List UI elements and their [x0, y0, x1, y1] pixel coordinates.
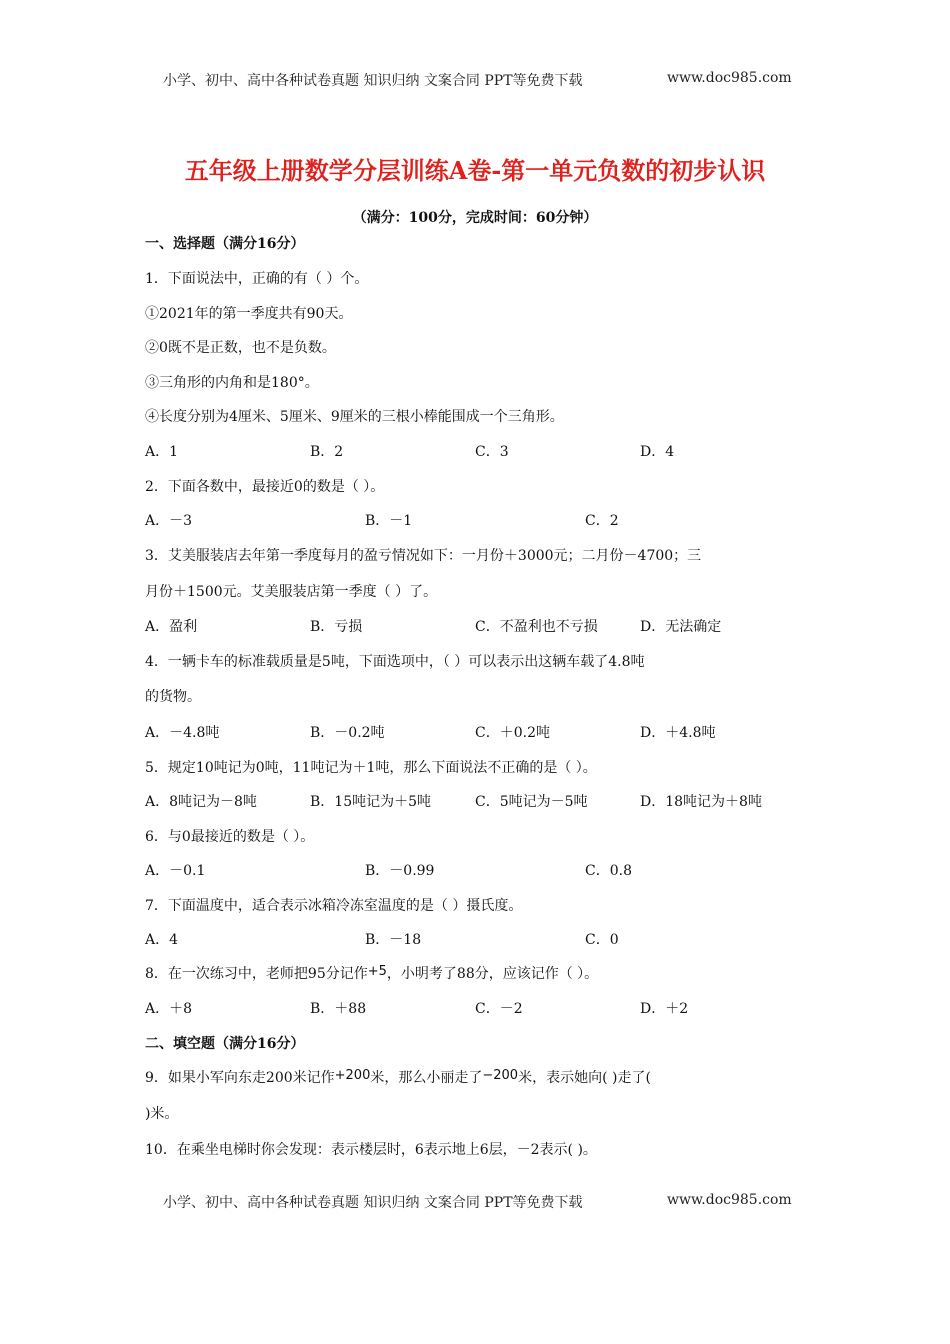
q6-stem: 6．与0最接近的数是（ ）。 — [145, 829, 315, 845]
q8-stem-pre: 8．在一次练习中，老师把95分记作 — [145, 966, 368, 982]
q5-option-c: C．5吨记为－5吨 — [475, 794, 588, 810]
q6-option-b: B．－0.99 — [365, 863, 435, 879]
q10-stem: 10．在乘坐电梯时你会发现：表示楼层时，6表示地上6层，－2表示( )。 — [145, 1142, 597, 1158]
q3-option-b: B．亏损 — [310, 619, 363, 635]
q7-option-b: B．－18 — [365, 932, 422, 948]
q3-line-2: 月份＋1500元。艾美服装店第一季度（ ）了。 — [145, 584, 438, 600]
q2-option-c: C．2 — [585, 513, 619, 529]
q8-option-c: C．－2 — [475, 1001, 523, 1017]
q8-option-b: B．＋88 — [310, 1001, 367, 1017]
q1-option-a: A．1 — [145, 444, 179, 460]
q8-stem — [145, 964, 598, 985]
q9-formula-negative: −200 — [482, 1068, 519, 1083]
document-subtitle: （满分：100分，完成时间：60分钟） — [352, 210, 598, 226]
q4-line-2: 的货物。 — [145, 689, 201, 705]
q1-option-c: C．3 — [475, 444, 509, 460]
q5-option-b: B．15吨记为＋5吨 — [310, 794, 432, 810]
header-site[interactable]: www.doc985.com — [667, 70, 792, 86]
section-heading-choice: 一、选择题（满分16分） — [145, 236, 305, 252]
q3-option-c: C．不盈利也不亏损 — [475, 619, 598, 635]
q6-option-a: A．－0.1 — [145, 863, 206, 879]
document-title: 五年级上册数学分层训练A卷-第一单元负数的初步认识 — [184, 156, 766, 185]
q4-line-1: 4．一辆卡车的标准载质量是5吨，下面选项中，（ ）可以表示出这辆车载了4.8吨 — [145, 654, 645, 670]
q9-mid: 米，那么小丽走了 — [370, 1070, 483, 1086]
q6-option-c: C．0.8 — [585, 863, 632, 879]
page-footer — [163, 1192, 803, 1212]
q1-statement-4: ④长度分别为4厘米、5厘米、9厘米的三根小棒能围成一个三角形。 — [145, 409, 564, 425]
q5-option-d: D．18吨记为＋8吨 — [640, 794, 762, 810]
q7-stem: 7．下面温度中，适合表示冰箱冷冻室温度的是（ ）摄氏度。 — [145, 898, 523, 914]
q1-stem: 1．下面说法中，正确的有（ ）个。 — [145, 271, 369, 287]
q1-option-d: D．4 — [640, 444, 675, 460]
q4-option-c: C．＋0.2吨 — [475, 725, 550, 741]
q8-formula: +5 — [367, 964, 387, 979]
section-heading-fill: 二、填空题（满分16分） — [145, 1036, 305, 1052]
q8-stem-post: ，小明考了88分，应该记作（ ）。 — [386, 966, 599, 982]
q9-line-2: )米。 — [145, 1106, 179, 1122]
q5-option-a: A．8吨记为－8吨 — [145, 794, 257, 810]
q3-option-a: A．盈利 — [145, 619, 198, 635]
q9-post: 米，表示她向( )走了( — [518, 1070, 651, 1086]
q3-line-1: 3．艾美服装店去年第一季度每月的盈亏情况如下：一月份＋3000元；二月份－4700；三 — [145, 548, 702, 564]
q1-statement-1: ①2021年的第一季度共有90天。 — [145, 306, 353, 322]
q2-option-b: B．－1 — [365, 513, 413, 529]
q8-option-a: A．＋8 — [145, 1001, 193, 1017]
q5-stem: 5．规定10吨记为0吨，11吨记为＋1吨，那么下面说法不正确的是（ ）。 — [145, 760, 597, 776]
q8-option-d: D．＋2 — [640, 1001, 689, 1017]
q4-option-d: D．＋4.8吨 — [640, 725, 716, 741]
q9-line-1 — [145, 1068, 651, 1089]
q9-formula-positive: +200 — [334, 1068, 371, 1083]
q1-statement-3: ③三角形的内角和是180°。 — [145, 375, 319, 391]
q1-statement-2: ②0既不是正数，也不是负数。 — [145, 340, 336, 356]
q4-option-b: B．－0.2吨 — [310, 725, 385, 741]
footer-site[interactable]: www.doc985.com — [667, 1192, 792, 1208]
q4-option-a: A．－4.8吨 — [145, 725, 220, 741]
q2-option-a: A．－3 — [145, 513, 193, 529]
q3-option-d: D．无法确定 — [640, 619, 722, 635]
q7-option-c: C．0 — [585, 932, 619, 948]
footer-text: 小学、初中、高中各种试卷真题 知识归纳 文案合同 PPT等免费下载 — [163, 1195, 583, 1211]
q1-option-b: B．2 — [310, 444, 344, 460]
header-text: 小学、初中、高中各种试卷真题 知识归纳 文案合同 PPT等免费下载 — [163, 73, 583, 89]
q2-stem: 2．下面各数中，最接近0的数是（ ）。 — [145, 479, 385, 495]
q7-option-a: A．4 — [145, 932, 179, 948]
q9-pre: 9．如果小军向东走200米记作 — [145, 1070, 335, 1086]
page-header — [163, 70, 803, 90]
